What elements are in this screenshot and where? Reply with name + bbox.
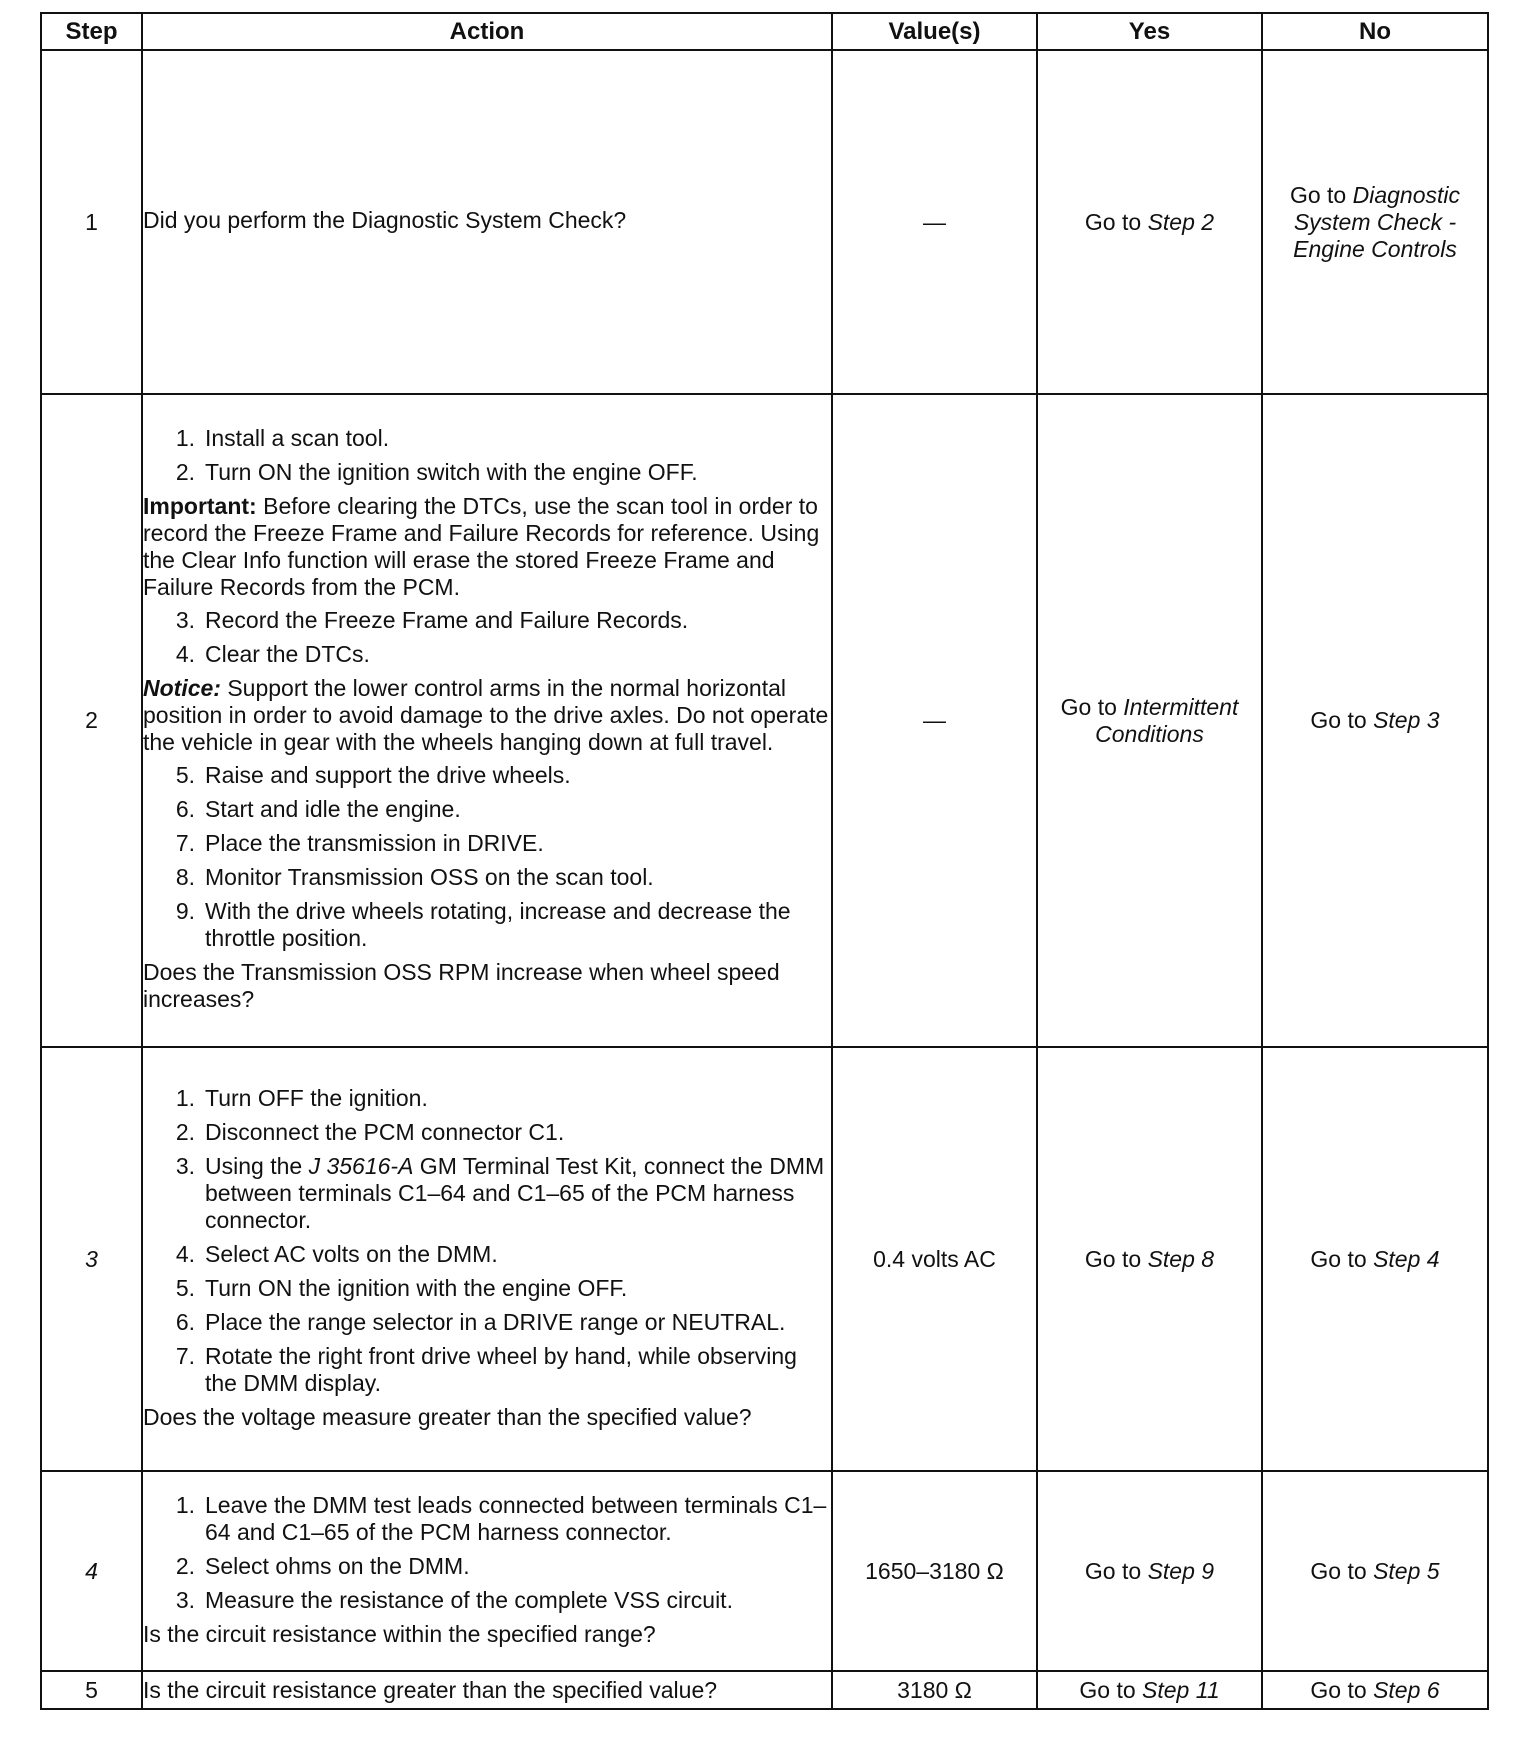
action-cell bbox=[142, 1671, 832, 1709]
notice-note: Notice: Support the lower control arms in the normal horizontal position in order to avoid damage to the drive axles. Do not operate the vehicle in gear with the wheels hanging down at full travel. bbox=[143, 675, 829, 755]
step-number: 3 bbox=[41, 1047, 142, 1471]
question-text: Is the circuit resistance greater than the specified value? bbox=[143, 1676, 718, 1703]
no-cell: Go to Step 4 bbox=[1262, 1047, 1488, 1471]
header-action: Action bbox=[142, 13, 832, 50]
list-item: 5. Turn ON the ignition with the engine OFF. bbox=[175, 1274, 628, 1301]
no-cell: Go to Step 3 bbox=[1262, 394, 1488, 1047]
question-text: Does the voltage measure greater than the specified value? bbox=[143, 1403, 752, 1430]
no-cell: Go to Step 6 bbox=[1262, 1671, 1488, 1709]
header-row bbox=[41, 13, 1488, 50]
question-text: Did you perform the Diagnostic System Check? bbox=[143, 207, 627, 233]
list-item: 1. Turn OFF the ignition. bbox=[175, 1084, 428, 1111]
yes-cell: Go to Step 9 bbox=[1037, 1471, 1262, 1671]
value-cell: — bbox=[832, 50, 1037, 394]
tool-reference: J 35616-A bbox=[308, 1152, 414, 1179]
action-cell bbox=[142, 1047, 832, 1471]
list-item: 4. Clear the DTCs. bbox=[175, 641, 370, 667]
yes-link[interactable]: Intermittent Conditions bbox=[1095, 693, 1239, 747]
list-item: 7. Place the transmission in DRIVE. bbox=[175, 830, 544, 856]
table-row-step-2 bbox=[41, 394, 1488, 1047]
value-cell: 1650–3180 Ω bbox=[832, 1471, 1037, 1671]
yes-cell: Go to Intermittent Conditions bbox=[1037, 394, 1262, 1047]
table-row-step-3 bbox=[41, 1047, 1488, 1471]
list-item: 2. Select ohms on the DMM. bbox=[175, 1552, 470, 1579]
yes-link[interactable]: Step 11 bbox=[1142, 1676, 1220, 1703]
action-cell bbox=[142, 1471, 832, 1671]
diagnostic-table bbox=[40, 12, 1489, 1710]
yes-link[interactable]: Step 9 bbox=[1147, 1557, 1215, 1584]
step-number: 2 bbox=[41, 394, 142, 1047]
step-number: 5 bbox=[41, 1671, 142, 1709]
question-text: Is the circuit resistance within the specified range? bbox=[143, 1620, 656, 1647]
table-row-step-5 bbox=[41, 1671, 1488, 1709]
no-link[interactable]: Step 4 bbox=[1373, 1245, 1440, 1272]
yes-link[interactable]: Step 8 bbox=[1147, 1245, 1215, 1272]
list-item: 9. With the drive wheels rotating, increase and decrease the throttle position. bbox=[175, 898, 791, 951]
no-link[interactable]: Step 5 bbox=[1373, 1557, 1440, 1584]
yes-cell: Go to Step 11 bbox=[1037, 1671, 1262, 1709]
list-item: 3. Record the Freeze Frame and Failure Records. bbox=[175, 607, 689, 633]
table-row-step-4 bbox=[41, 1471, 1488, 1671]
no-cell: Go to Diagnostic System Check - Engine Controls bbox=[1262, 50, 1488, 394]
value-cell: 3180 Ω bbox=[832, 1671, 1037, 1709]
list-item: 1. Install a scan tool. bbox=[175, 425, 390, 451]
yes-cell: Go to Step 2 bbox=[1037, 50, 1262, 394]
step-number: 4 bbox=[41, 1471, 142, 1671]
value-cell: 0.4 volts AC bbox=[832, 1047, 1037, 1471]
important-note: Important: Before clearing the DTCs, use the scan tool in order to record the Freeze Frame and Failure Records for reference. Using the Clear Info function will erase the stored Freeze Frame and Failure Records from the PCM. bbox=[143, 493, 820, 600]
list-item: 4. Select AC volts on the DMM. bbox=[175, 1240, 498, 1267]
list-item: 2. Disconnect the PCM connector C1. bbox=[175, 1118, 565, 1145]
header-values: Value(s) bbox=[832, 13, 1037, 50]
action-cell bbox=[142, 394, 832, 1047]
question-text: Does the Transmission OSS RPM increase when wheel speed increases? bbox=[143, 959, 780, 1012]
list-item: 1. Leave the DMM test leads connected between terminals C1–64 and C1–65 of the PCM harness connector. bbox=[175, 1491, 827, 1545]
step-number: 1 bbox=[41, 50, 142, 394]
list-item: 3. Measure the resistance of the complete VSS circuit. bbox=[175, 1586, 733, 1613]
list-item: 6. Place the range selector in a DRIVE range or NEUTRAL. bbox=[175, 1308, 786, 1335]
yes-link[interactable]: Step 2 bbox=[1147, 208, 1215, 235]
header-yes: Yes bbox=[1037, 13, 1262, 50]
action-cell bbox=[142, 50, 832, 394]
list-item: 3. Using the J 35616-A GM Terminal Test Kit, connect the DMM between terminals C1–64 and C1–65 of the PCM harness connector. bbox=[175, 1152, 825, 1233]
no-link[interactable]: Step 6 bbox=[1373, 1676, 1440, 1703]
list-item: 5. Raise and support the drive wheels. bbox=[175, 762, 571, 788]
list-item: 6. Start and idle the engine. bbox=[175, 796, 461, 822]
table-row-step-1 bbox=[41, 50, 1488, 394]
header-step: Step bbox=[41, 13, 142, 50]
value-cell: — bbox=[832, 394, 1037, 1047]
list-item: 2. Turn ON the ignition switch with the engine OFF. bbox=[175, 459, 698, 485]
yes-cell: Go to Step 8 bbox=[1037, 1047, 1262, 1471]
list-item: 7. Rotate the right front drive wheel by hand, while observing the DMM display. bbox=[175, 1342, 797, 1396]
list-item: 8. Monitor Transmission OSS on the scan tool. bbox=[175, 864, 654, 890]
no-link[interactable]: Step 3 bbox=[1373, 707, 1440, 733]
no-link[interactable]: Diagnostic System Check - Engine Controls bbox=[1293, 181, 1461, 262]
header-no: No bbox=[1262, 13, 1488, 50]
no-cell: Go to Step 5 bbox=[1262, 1471, 1488, 1671]
